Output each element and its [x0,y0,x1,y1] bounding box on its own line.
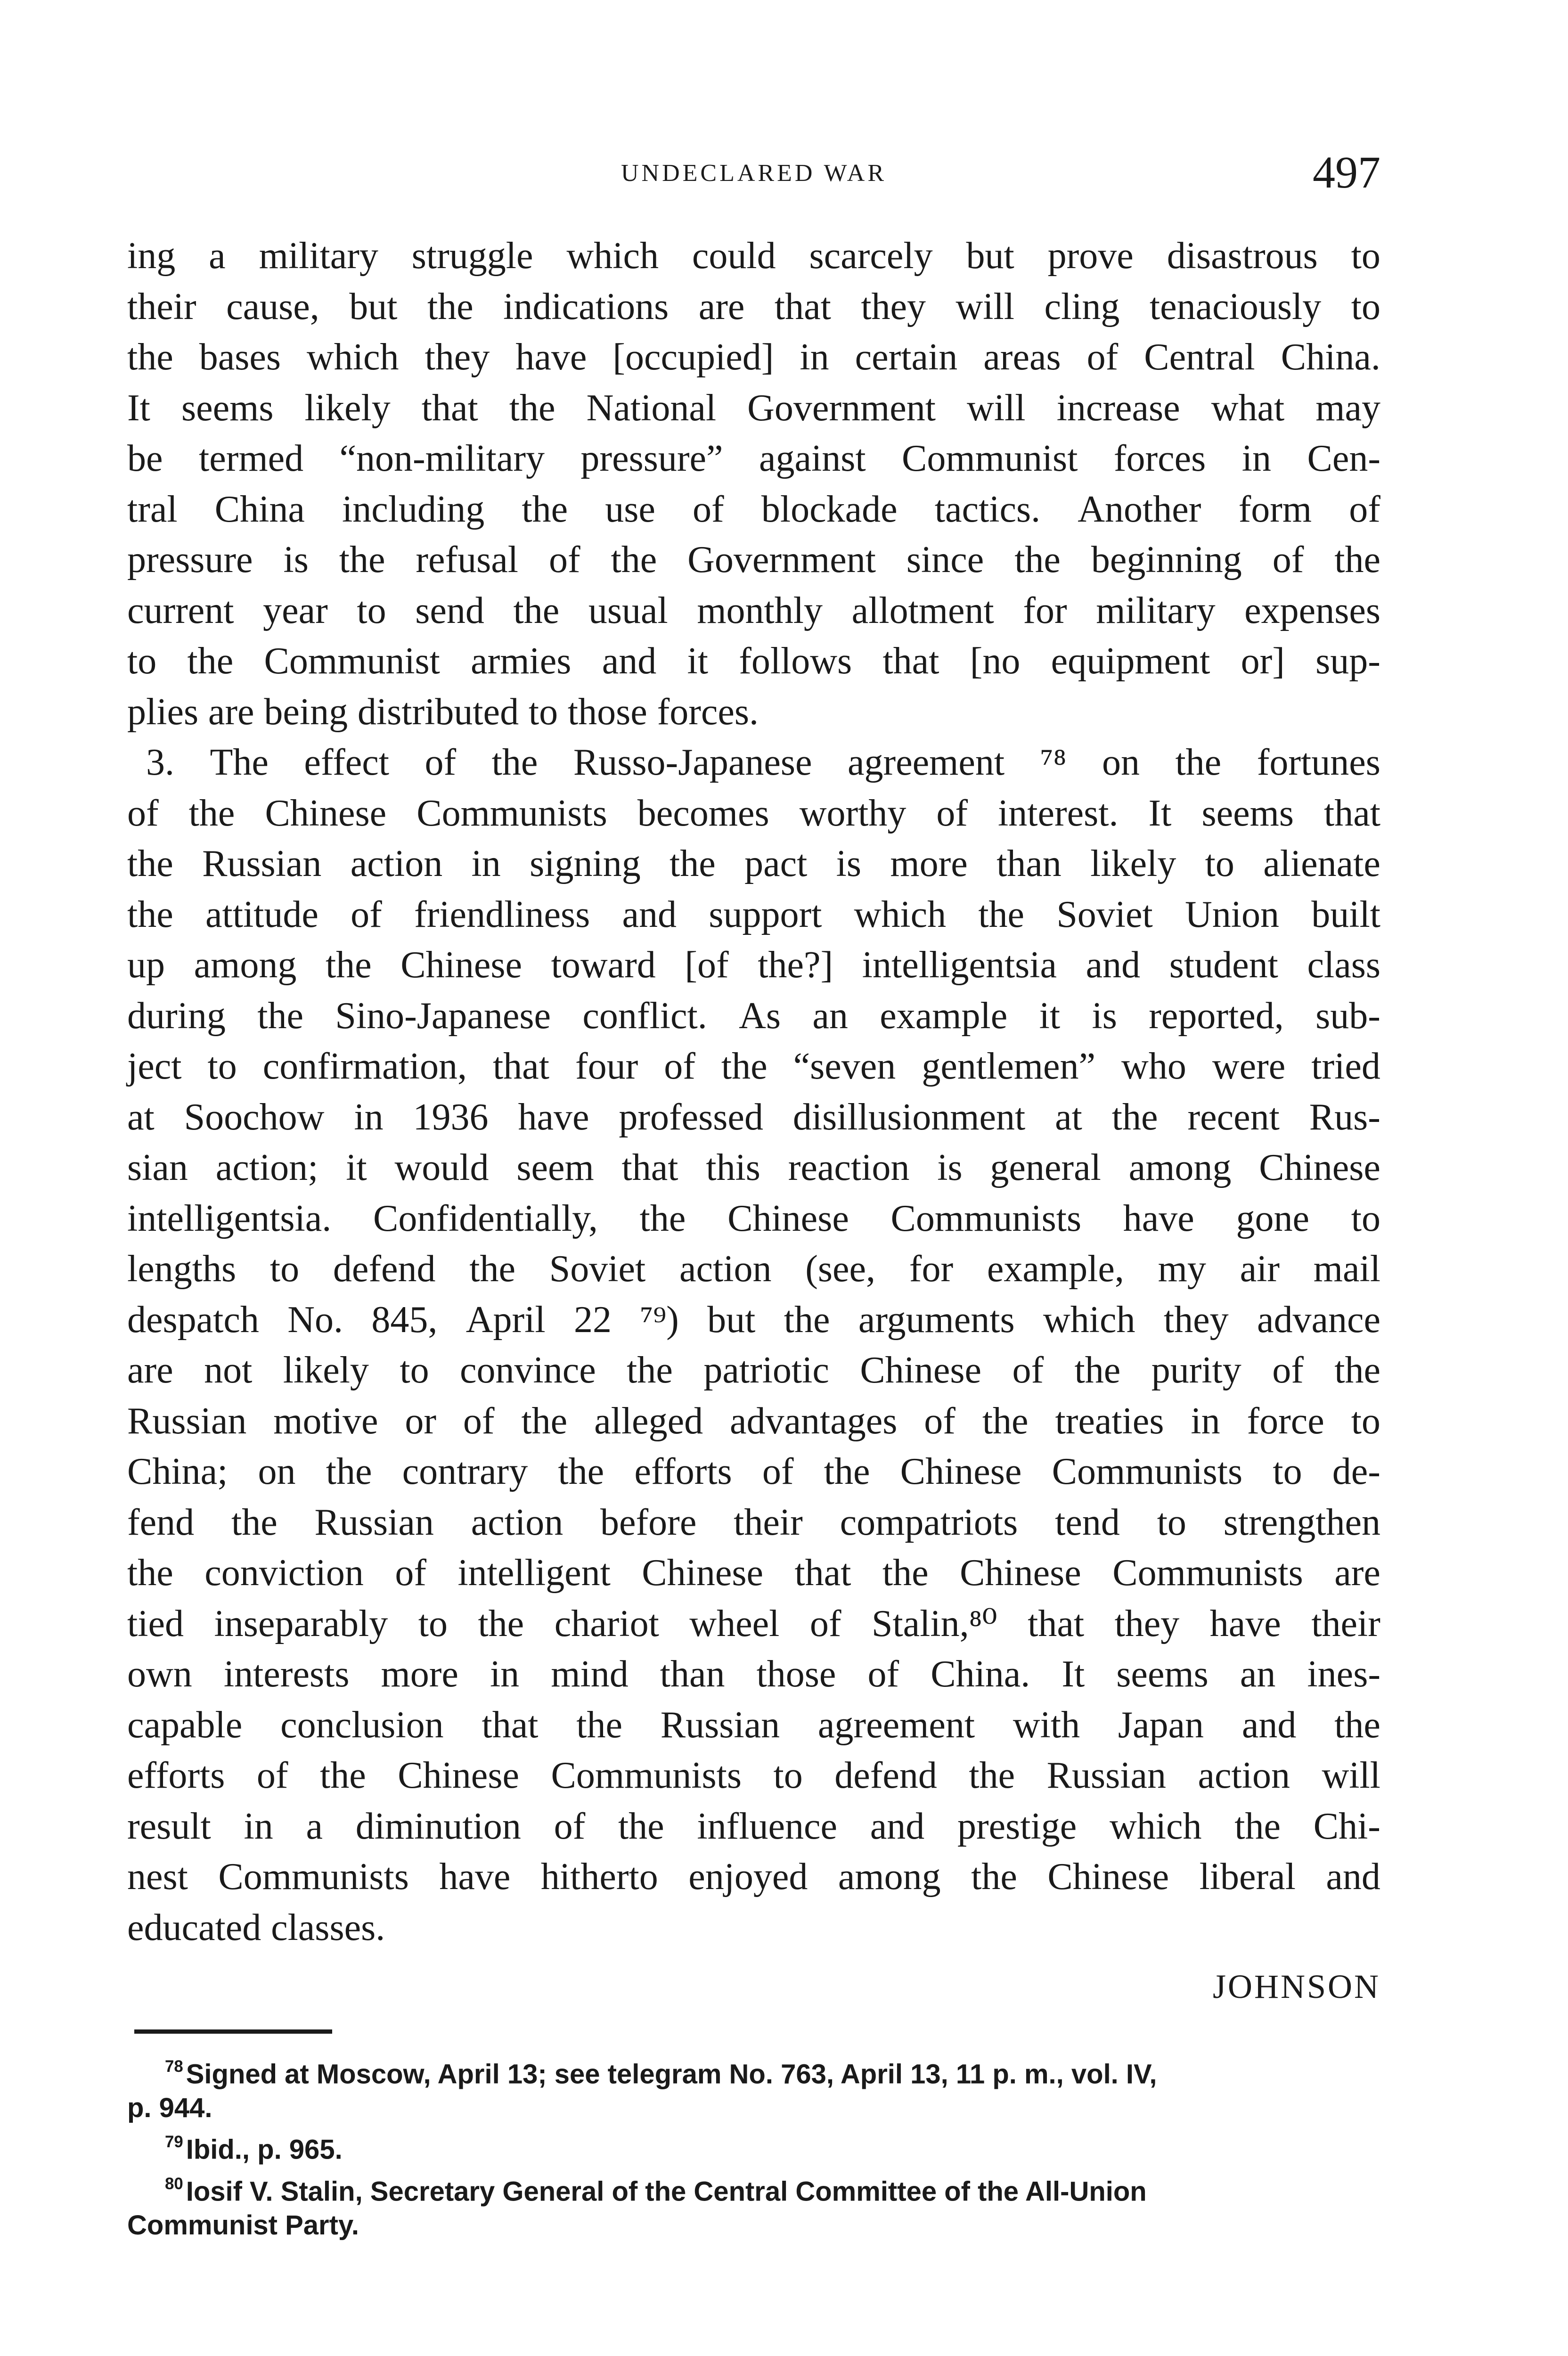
body-line: current year to send the usual monthly allotment for military expenses [127,589,1380,631]
body-line: the Russian action in signing the pact is more than likely to alienate [127,843,1380,884]
body-text [127,231,1380,1953]
body-line: ject to confirmation, that four of the “seven gentlemen” who were tried [127,1046,1380,1087]
body-line: despatch No. 845, April 22 ⁷⁹) but the arguments which they advance [127,1299,1380,1341]
body-line: efforts of the Chinese Communists to defend the Russian action will [127,1755,1380,1796]
body-line: are not likely to convince the patriotic Chinese of the purity of the [127,1350,1380,1391]
body-line: ing a military struggle which could scarcely but prove disastrous to [127,235,1380,277]
footnote-mark: 78 [165,2057,183,2076]
body-line: pressure is the refusal of the Government since the beginning of the [127,539,1380,581]
body-line: tral China including the use of blockade tactics. Another form of [127,488,1380,530]
footnote-mark: 80 [165,2174,183,2193]
body-line: tied inseparably to the chariot wheel of Stalin,⁸⁰ that they have their [127,1603,1380,1644]
footnotes [127,2050,1380,2242]
body-line: the bases which they have [occupied] in certain areas of Central China. [127,336,1380,378]
body-line: It seems likely that the National Government will increase what may [127,387,1380,429]
body-line: of the Chinese Communists becomes worthy of interest. It seems that [127,792,1380,834]
body-line: lengths to defend the Soviet action (see, for example, my air mail [127,1248,1380,1290]
footnote-79 [127,2125,1380,2167]
body-line: during the Sino-Japanese conflict. As an example it is reported, sub- [127,995,1380,1037]
body-line: up among the Chinese toward [of the?] intelligentsia and student class [127,944,1380,986]
footnote-text: Iosif V. Stalin, Secretary General of the Central Committee of the All-Union [186,2176,1147,2207]
body-line: educated classes. [127,1906,385,1948]
body-line: the attitude of friendliness and support which the Soviet Union built [127,893,1380,935]
body-line: plies are being distributed to those forces. [127,691,759,733]
body-line: their cause, but the indications are that they will cling tenaciously to [127,286,1380,327]
body-line: sian action; it would seem that this reaction is general among Chinese [127,1147,1380,1188]
body-line: result in a diminution of the influence and prestige which the Chi- [127,1805,1380,1847]
signature [1213,1967,1380,2006]
body-line: to the Communist armies and it follows that [no equipment or] sup- [127,640,1380,682]
body-line: nest Communists have hitherto enjoyed among the Chinese liberal and [127,1856,1380,1898]
signature-text: JOHNSON [1212,1968,1380,2005]
body-line: fend the Russian action before their compatriots tend to strengthen [127,1501,1380,1543]
footnote-mark: 79 [165,2133,183,2151]
footnote-80 [127,2167,1380,2209]
running-title: UNDECLARED WAR [621,160,887,187]
footnote-text: Ibid., p. 965. [186,2134,343,2165]
footnote-rule [134,2029,332,2034]
body-line: Russian motive or of the alleged advantages of the treaties in force to [127,1400,1380,1442]
footnote-78 [127,2050,1380,2091]
body-line: intelligentsia. Confidentially, the Chinese Communists have gone to [127,1197,1380,1239]
body-line: China; on the contrary the efforts of the Chinese Communists to de- [127,1451,1380,1492]
body-line: 3. The effect of the Russo-Japanese agreement ⁷⁸ on the fortunes [146,742,1380,783]
body-line: capable conclusion that the Russian agreement with Japan and the [127,1704,1380,1746]
body-line: at Soochow in 1936 have professed disillusionment at the recent Rus- [127,1096,1380,1138]
footnote-continuation: p. 944. [127,2093,212,2124]
footnote-text: Signed at Moscow, April 13; see telegram No. 763, April 13, 11 p. m., vol. IV, [186,2059,1157,2090]
running-head [127,147,1380,206]
body-line: be termed “non-military pressure” against Communist forces in Cen- [127,438,1380,479]
page-number: 497 [1313,147,1380,197]
body-line: own interests more in mind than those of China. It seems an ines- [127,1653,1380,1695]
footnote-continuation: Communist Party. [127,2210,359,2241]
body-line: the conviction of intelligent Chinese that the Chinese Communists are [127,1552,1380,1594]
